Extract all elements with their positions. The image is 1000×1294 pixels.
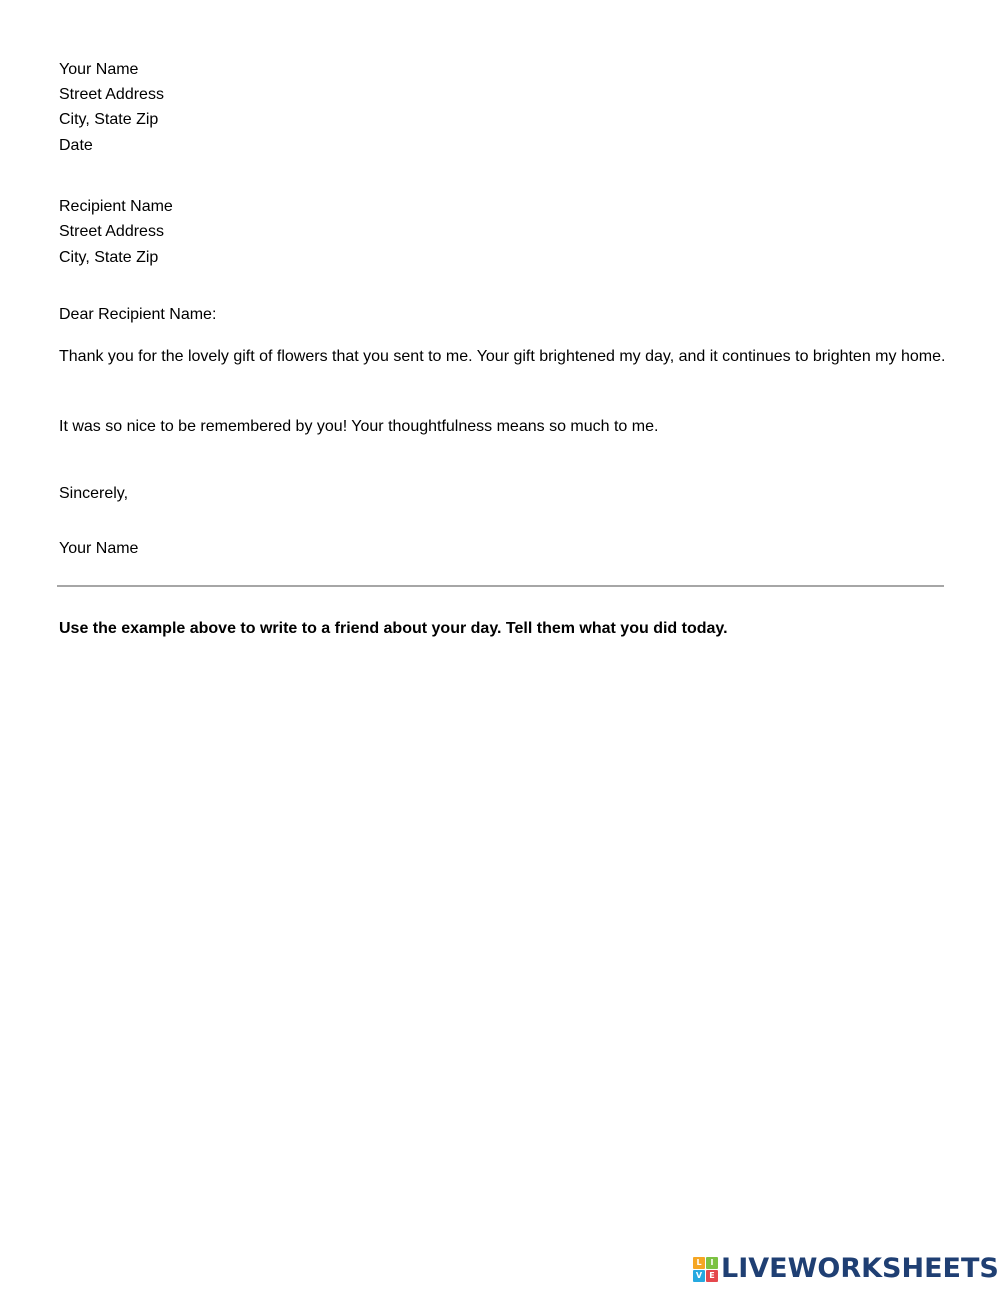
liveworksheets-mark-icon bbox=[693, 1257, 717, 1281]
mark-letter-v: V bbox=[693, 1270, 705, 1282]
mark-letter-e: E bbox=[706, 1270, 718, 1282]
letter-paragraph-1: Thank you for the lovely gift of flowers that you sent to me. Your gift brightened my day, and it continues to brighten my home. bbox=[59, 348, 946, 365]
signature: Your Name bbox=[59, 540, 139, 557]
recipient-city-state-zip: City, State Zip bbox=[59, 249, 159, 266]
liveworksheets-logo bbox=[693, 1253, 999, 1285]
mark-letter-l: L bbox=[693, 1257, 705, 1269]
recipient-street: Street Address bbox=[59, 223, 164, 240]
letter-paragraph-2: It was so nice to be remembered by you! Your thoughtfulness means so much to me. bbox=[59, 418, 659, 435]
closing: Sincerely, bbox=[59, 485, 129, 502]
mark-letter-i: I bbox=[706, 1257, 718, 1269]
sender-street: Street Address bbox=[59, 86, 164, 103]
section-divider bbox=[57, 585, 944, 587]
sender-city-state-zip: City, State Zip bbox=[59, 111, 159, 128]
sender-name: Your Name bbox=[59, 61, 139, 78]
letter-date: Date bbox=[59, 137, 93, 154]
recipient-name: Recipient Name bbox=[59, 198, 173, 215]
salutation: Dear Recipient Name: bbox=[59, 306, 217, 323]
liveworksheets-wordmark: LIVEWORKSHEETS bbox=[721, 1253, 999, 1284]
instruction-text: Use the example above to write to a friend about your day. Tell them what you did today. bbox=[59, 620, 728, 637]
